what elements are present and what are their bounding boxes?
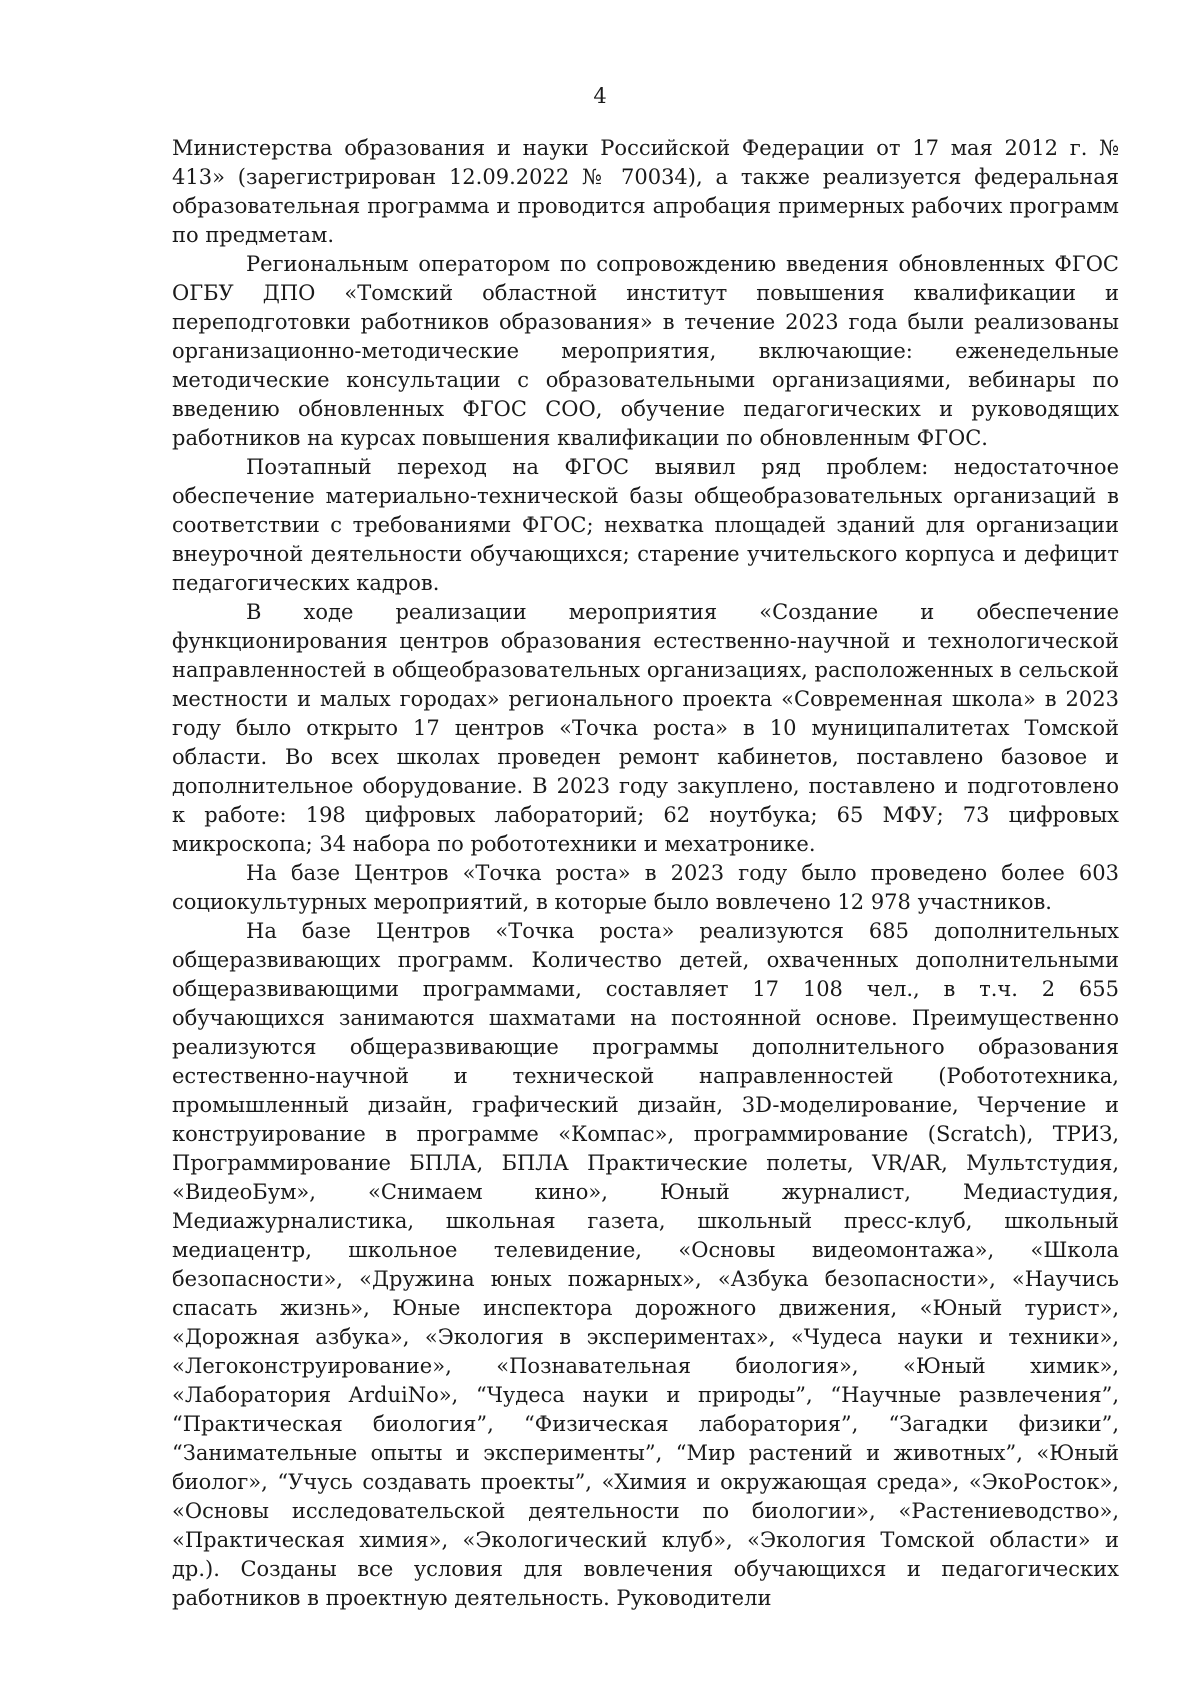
paragraph-growth-centers: В ходе реализации мероприятия «Создание и обеспечение функционирования центров образования естественно-научной и технологической направленностей в общеобразовательных организациях, расположенных в сельской местности и малых городах» регионального проекта «Современная школа» в 2023 году было открыто 17 центров «Точка роста» в 10 муниципалитетах Томской области. Во всех школах проведен ремонт кабинетов, поставлено базовое и дополнительное оборудование. В 2023 году закуплено, поставлено и подготовлено к работе: 198 цифровых лабораторий; 62 ноутбука; 65 МФУ; 73 цифровых микроскопа; 34 набора по робототехники и мехатронике. <box>172 600 1119 856</box>
page-number: 4 <box>593 84 607 108</box>
paragraph-fgos-problems: Поэтапный переход на ФГОС выявил ряд проблем: недостаточное обеспечение материально-технической базы общеобразовательных организаций в соответствии с требованиями ФГОС; нехватка площадей зданий для организации внеурочной деятельности обучающихся; старение учительского корпуса и дефицит педагогических кадров. <box>172 455 1119 595</box>
paragraph-continuation: Министерства образования и науки Российской Федерации от 17 мая 2012 г. № 413» (зарегистрирован 12.09.2022 № 70034), а также реализуется федеральная образовательная программа и проводится апробация примерных рабочих программ по предметам. <box>172 136 1119 247</box>
document-body <box>172 134 1119 1613</box>
paragraph-programs: На базе Центров «Точка роста» реализуются 685 дополнительных общеразвивающих программ. Количество детей, охваченных дополнительными общеразвивающими программами, составляет 17 108 чел., в т.ч. 2 655 обучающихся занимаются шахматами на постоянной основе. Преимущественно реализуются общеразвивающие программы дополнительного образования естественно-научной и технической направленностей (Робототехника, промышленный дизайн, графический дизайн, 3D-моделирование, Черчение и конструирование в программе «Компас», программирование (Scratch), ТРИЗ, Программирование БПЛА, БПЛА Практические полеты, VR/AR, Мультстудия, «ВидеоБум», «Снимаем кино», Юный журналист, Медиастудия, Медиажурналистика, школьная газета, школьный пресс-клуб, школьный медиацентр, школьное телевидение, «Основы видеомонтажа», «Школа безопасности», «Дружина юных пожарных», «Азбука безопасности», «Научись спасать жизнь», Юные инспектора дорожного движения, «Юный турист», «Дорожная азбука», «Экология в экспериментах», «Чудеса науки и техники», «Легоконструирование», «Познавательная биология», «Юный химик», «Лаборатория ArduiNo», “Чудеса науки и природы”, “Научные развлечения”, “Практическая биология”, “Физическая лаборатория”, “Загадки физики”, “Занимательные опыты и эксперименты”, “Мир растений и животных”, «Юный биолог», “Учусь создавать проекты”, «Химия и окружающая среда», «ЭкоРосток», «Основы исследовательской деятельности по биологии», «Растениеводство», «Практическая химия», «Экологический клуб», «Экология Томской области» и др.). Созданы все условия для вовлечения обучающихся и педагогических работников в проектную деятельность. Руководители <box>172 919 1119 1610</box>
paragraph-regional-operator: Региональным оператором по сопровождению введения обновленных ФГОС ОГБУ ДПО «Томский областной институт повышения квалификации и переподготовки работников образования» в течение 2023 года были реализованы организационно-методические мероприятия, включающие: еженедельные методические консультации с образовательными организациями, вебинары по введению обновленных ФГОС СОО, обучение педагогических и руководящих работников на курсах повышения квалификации по обновленным ФГОС. <box>172 252 1119 450</box>
paragraph-events: На базе Центров «Точка роста» в 2023 году было проведено более 603 социокультурных мероприятий, в которые было вовлечено 12 978 участников. <box>172 861 1119 914</box>
